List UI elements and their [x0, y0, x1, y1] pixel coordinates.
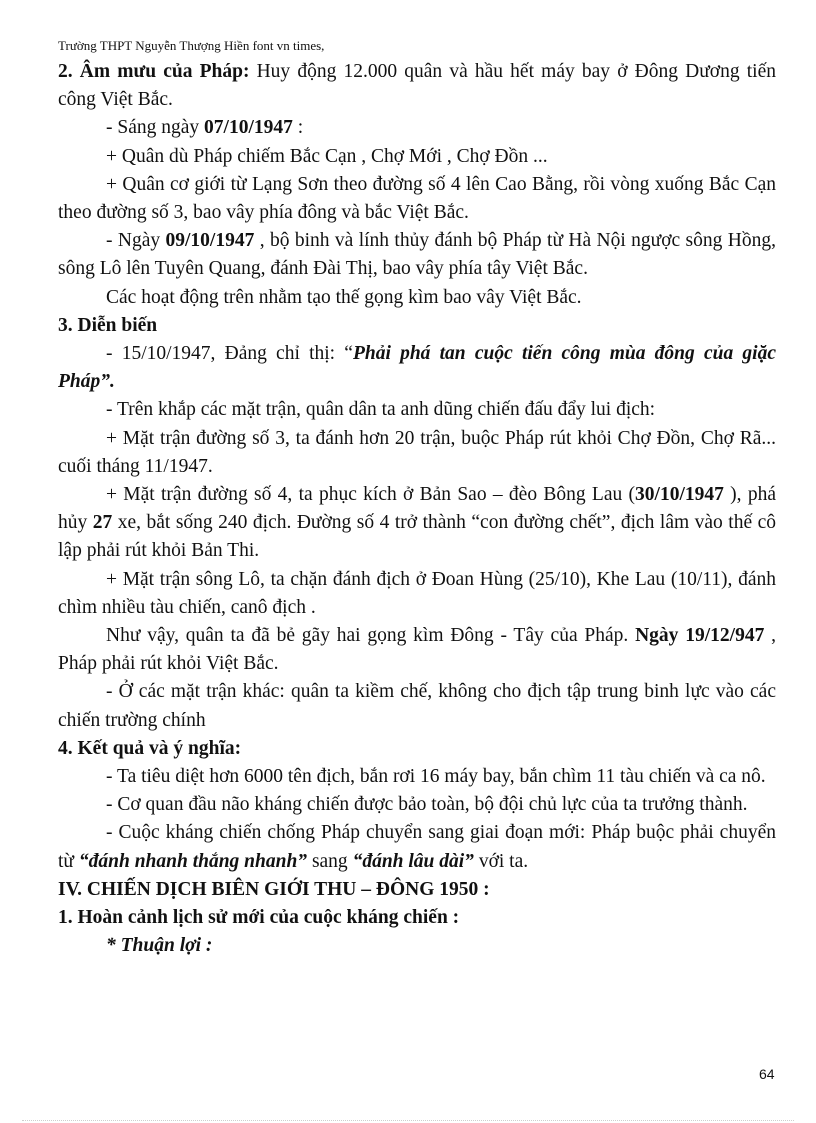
section-iv-advantages: * Thuận lợi :	[106, 935, 213, 957]
section-2-date-1: - Sáng ngày 07/10/1947 :	[106, 117, 304, 139]
section-3-front-2: + Mặt trận đường số 4, ta phục kích ở Bản Sao – đèo Bông Lau (30/10/1947 ), phá hủy 27 xe, bắt sống 240 địch. Đường số 4 trở thành “con đường chết”, địch lâm vào thế cô lập phải rút khỏi Bản Thi.	[58, 484, 776, 562]
section-4-result-3: - Cuộc kháng chiến chống Pháp chuyển sang giai đoạn mới: Pháp buộc phải chuyển từ “đánh nhanh thắng nhanh” sang “đánh lâu dài” với ta.	[58, 822, 776, 872]
section-3-front-1: + Mặt trận đường số 3, ta đánh hơn 20 trận, buộc Pháp rút khỏi Chợ Đồn, Chợ Rã... cuối tháng 11/1947.	[58, 427, 776, 477]
section-2-summary: Các hoạt động trên nhằm tạo thế gọng kìm bao vây Việt Bắc.	[106, 286, 582, 308]
section-3-heading: 3. Diễn biến	[58, 314, 158, 336]
footer-divider	[22, 1120, 794, 1121]
section-2-point-1: + Quân dù Pháp chiếm Bắc Cạn , Chợ Mới , Chợ Đồn ...	[106, 145, 548, 167]
section-3-fronts-intro: - Trên khắp các mặt trận, quân dân ta anh dũng chiến đấu đẩy lui địch:	[106, 399, 656, 421]
section-3-other-fronts: - Ở các mặt trận khác: quân ta kiềm chế, không cho địch tập trung binh lực vào các chiến trường chính	[58, 681, 776, 731]
page-number: 64	[759, 1066, 775, 1082]
section-2-date-2: - Ngày 09/10/1947 , bộ binh và lính thủy đánh bộ Pháp từ Hà Nội ngược sông Hồng, sông Lô lên Tuyên Quang, đánh Đài Thị, bao vây phía tây Việt Bắc.	[58, 230, 776, 280]
section-2-intro: 2. Âm mưu của Pháp: Huy động 12.000 quân và hầu hết máy bay ở Đông Dương tiến công Việt Bắc.	[58, 61, 776, 111]
section-3-conclusion: Như vậy, quân ta đã bẻ gãy hai gọng kìm Đông - Tây của Pháp. Ngày 19/12/947 , Pháp phải rút khỏi Việt Bắc.	[58, 625, 777, 675]
section-2-heading: 2. Âm mưu của Pháp:	[58, 61, 250, 82]
section-4-heading: 4. Kết quả và ý nghĩa:	[58, 737, 242, 759]
page-header: Trường THPT Nguyễn Thượng Hiền font vn times,	[58, 38, 325, 53]
section-iv-subheading: 1. Hoàn cảnh lịch sử mới của cuộc kháng chiến :	[58, 907, 460, 929]
section-4-result-1: - Ta tiêu diệt hơn 6000 tên địch, bắn rơi 16 máy bay, bắn chìm 11 tàu chiến và ca nô.	[106, 766, 766, 788]
section-3-front-3: + Mặt trận sông Lô, ta chặn đánh địch ở Đoan Hùng (25/10), Khe Lau (10/11), đánh chìm nhiều tàu chiến, canô địch .	[58, 568, 776, 618]
section-iv-heading: IV. CHIẾN DỊCH BIÊN GIỚI THU – ĐÔNG 1950 :	[58, 878, 490, 900]
section-2-point-2: + Quân cơ giới từ Lạng Sơn theo đường số 4 lên Cao Bằng, rồi vòng xuống Bắc Cạn theo đường số 3, bao vây phía đông và bắc Việt Bắc.	[58, 173, 776, 224]
document-page	[58, 36, 776, 961]
section-4-result-2: - Cơ quan đầu não kháng chiến được bảo toàn, bộ đội chủ lực của ta trưởng thành.	[106, 794, 748, 816]
section-3-directive: - 15/10/1947, Đảng chỉ thị: “Phải phá tan cuộc tiến công mùa đông của giặc Pháp”.	[58, 343, 776, 393]
